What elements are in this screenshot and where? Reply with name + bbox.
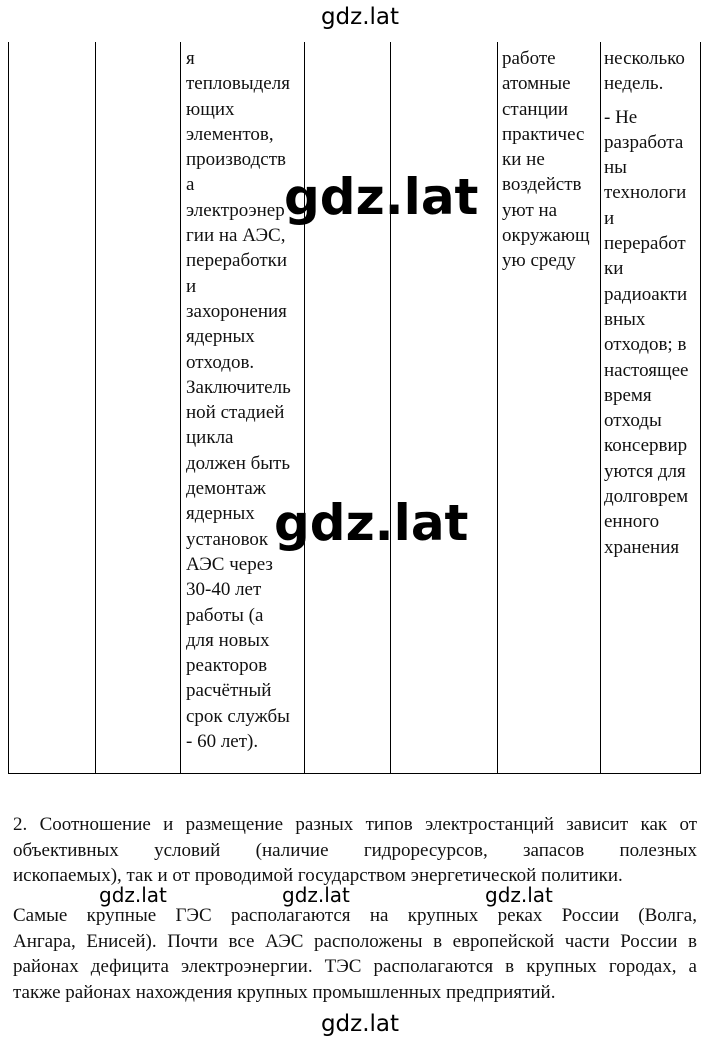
table-cell-fuel-cycle bbox=[186, 46, 302, 754]
cell-line: вных bbox=[604, 308, 646, 330]
cell-line: уют на bbox=[502, 199, 558, 221]
cell-line: срок службы bbox=[186, 705, 290, 727]
table-cell-environment bbox=[502, 46, 598, 274]
answer-paragraph-1 bbox=[13, 812, 697, 889]
watermark-bottom: gdz.lat bbox=[320, 1011, 400, 1037]
cell-line: отходов. bbox=[186, 351, 255, 373]
cell-line: ющих bbox=[186, 98, 235, 120]
cell-line: недель. bbox=[604, 73, 664, 95]
cell-line: элементов, bbox=[186, 123, 274, 145]
cell-line: расчётный bbox=[186, 680, 272, 702]
cell-line: а bbox=[186, 174, 195, 196]
paragraph-line: Самые крупные ГЭС располагаются на крупных реках России (Волга, bbox=[13, 905, 697, 926]
cell-line: АЭС через bbox=[186, 553, 273, 575]
cell-line: хранения bbox=[604, 536, 680, 558]
cell-line: я bbox=[186, 48, 195, 69]
paragraph-line: ископаемых), так и от проводимой государством энергетической политики. bbox=[13, 865, 623, 886]
answer-paragraph-2 bbox=[13, 903, 697, 1005]
paragraph-line: Ангара, Енисей). Почти все АЭС расположены в европейской части России в bbox=[13, 930, 697, 952]
cell-line: практичес bbox=[502, 123, 585, 145]
cell-line: ую среду bbox=[502, 250, 576, 272]
cell-line: атомные bbox=[502, 73, 571, 95]
table-border-left bbox=[8, 42, 9, 774]
cell-line: производств bbox=[186, 149, 287, 171]
cell-line: отходы bbox=[604, 410, 662, 432]
cell-line: ядерных bbox=[186, 503, 255, 525]
cell-line: установок bbox=[186, 528, 269, 550]
watermark-small: gdz.lat bbox=[485, 883, 553, 907]
table-border-bottom bbox=[8, 773, 701, 774]
watermark-small: gdz.lat bbox=[99, 883, 167, 907]
cell-line: работе bbox=[502, 48, 556, 69]
cell-line: консервир bbox=[604, 435, 688, 457]
cell-line: енного bbox=[604, 511, 660, 533]
cell-line: - 60 лет). bbox=[186, 731, 259, 753]
cell-line: гии на АЭС, bbox=[186, 225, 286, 247]
watermark-top: gdz.lat bbox=[320, 4, 400, 30]
cell-line: ки bbox=[604, 258, 624, 280]
cell-line: переработки bbox=[186, 250, 288, 272]
cell-line: воздейств bbox=[502, 174, 582, 196]
cell-line: демонтаж bbox=[186, 478, 266, 500]
table-column-divider bbox=[180, 42, 181, 774]
cell-line: разработа bbox=[604, 131, 684, 153]
cell-line: Заключитель bbox=[186, 376, 291, 398]
cell-line: работы (а bbox=[186, 604, 264, 626]
paragraph-line: 2. Соотношение и размещение разных типов электростанций зависит как от bbox=[13, 814, 697, 835]
cell-line: станции bbox=[502, 98, 569, 120]
table-column-divider bbox=[390, 42, 391, 774]
cell-line: несколько bbox=[604, 48, 685, 69]
paragraph-line: объективных условий (наличие гидроресурсов, запасов полезных bbox=[13, 839, 697, 861]
cell-line: и bbox=[186, 275, 197, 297]
cell-line: время bbox=[604, 384, 652, 406]
cell-line: отходов; в bbox=[604, 334, 687, 356]
cell-line: 30-40 лет bbox=[186, 579, 262, 601]
cell-line: долговрем bbox=[604, 486, 689, 508]
cell-line: для новых bbox=[186, 629, 270, 651]
cell-line: захоронения bbox=[186, 300, 287, 322]
paragraph-line: также районах нахождения крупных промышленных предприятий. bbox=[13, 981, 556, 1003]
paragraph-line: районах дефицита электроэнергии. ТЭС располагаются в крупных городах, а bbox=[13, 956, 697, 977]
cell-line: ной стадией bbox=[186, 402, 285, 424]
table-column-divider bbox=[95, 42, 96, 774]
table-border-right bbox=[700, 42, 701, 774]
cell-line: переработ bbox=[604, 233, 686, 255]
table-column-divider bbox=[600, 42, 601, 774]
cell-line: ны bbox=[604, 157, 627, 179]
cell-line: окружающ bbox=[502, 225, 590, 247]
cell-line: и bbox=[604, 207, 615, 229]
watermark-small: gdz.lat bbox=[282, 883, 350, 907]
watermark-large: gdz.lat bbox=[274, 494, 469, 552]
cell-line: цикла bbox=[186, 427, 234, 449]
cell-line: ки не bbox=[502, 149, 545, 171]
watermark-large: gdz.lat bbox=[284, 168, 479, 226]
cell-line: реакторов bbox=[186, 655, 268, 677]
table-cell-drawbacks bbox=[604, 46, 700, 560]
cell-line: должен быть bbox=[186, 452, 291, 474]
cell-line: электроэнер bbox=[186, 199, 285, 221]
table-column-divider bbox=[497, 42, 498, 774]
cell-line: уются для bbox=[604, 460, 686, 482]
cell-line: радиоакти bbox=[604, 283, 688, 305]
cell-line: технологи bbox=[604, 182, 687, 204]
cell-line: - Не bbox=[604, 106, 638, 128]
cell-line: тепловыделя bbox=[186, 73, 290, 95]
table-column-divider bbox=[304, 42, 305, 774]
cell-line: настоящее bbox=[604, 359, 689, 381]
cell-line: ядерных bbox=[186, 326, 255, 348]
